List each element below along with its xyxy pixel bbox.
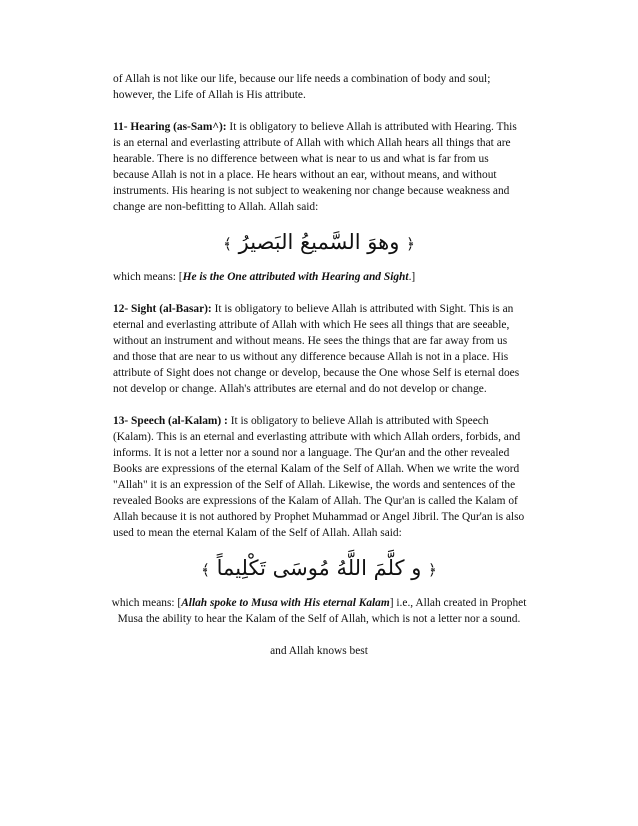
hearing-meaning-prefix: which means: [ [113,271,183,283]
sight-text: It is obligatory to believe Allah is attributed with Sight. This is an eternal and everlasting attribute of Allah with which He sees all things that are seeable, without an instrument and without means. He sees the things that are far away from us and those that are near to us without any difference because Allah is not in a place. His attribute of Sight does not change or develop, because the One whose Self is eternal does not develop or change. Allah's attributes are eternal and do not develop or change. [113,303,520,395]
verse-close-bracket: ﴾ [201,561,210,579]
intro-line-2: however, the Life of Allah is His attribute. [113,89,306,101]
hearing-paragraph [113,119,525,215]
intro-line-1: of Allah is not like our life, because our life needs a combination of body and soul; [113,73,491,85]
verse-open-bracket: ﴿ [428,561,437,579]
speech-verse [113,555,525,583]
intro-paragraph [113,71,525,103]
speech-verse-text: و كلَّمَ اللَّهُ مُوسَى تَكْلِيماً [216,556,422,580]
speech-meaning-suffix: ] i.e., Allah created in Prophet Musa the ability to hear the Kalam of the Self of Allah, which is not a letter nor a sound. [117,597,527,625]
speech-meaning-text: Allah spoke to Musa with His eternal Kalam [181,597,390,609]
hearing-meaning-text: He is the One attributed with Hearing and Sight [182,271,409,283]
hearing-verse [113,229,525,257]
speech-text: It is obligatory to believe Allah is attributed with Speech (Kalam). This is an eternal and everlasting attribute with which Allah orders, forbids, and informs. It is not a letter nor a sound nor a language. The Qur'an and the other revealed Books are expressions of the eternal Kalam of the Self of Allah. When we write the word "Allah" it is an expression of the Self of Allah. Likewise, the words and sentences of the revealed Books are expressions of the Kalam of Allah. The Qur'an is called the Kalam of Allah because it is not authored by Prophet Muhammad or Angel Jibril. The Qur'an is also used to mean the eternal Kalam of the Self of Allah. Allah said: [113,415,525,539]
hearing-meaning-suffix: .] [408,271,416,283]
speech-meaning [109,595,529,627]
verse-open-bracket: ﴿ [406,235,415,253]
closing-line: and Allah knows best [270,645,368,657]
hearing-meaning [113,269,525,285]
hearing-heading: 11- Hearing (as-Sam^): [113,121,227,133]
hearing-text: It is obligatory to believe Allah is attributed with Hearing. This is an eternal and everlasting attribute of Allah with which Allah hears all things that are hearable. There is no difference between what is near to us and what is far from us because Allah is not in a place. He hears without an ear, without means, and without instruments. His hearing is not subject to weakening nor change because weakness and change are non-befitting to Allah. Allah said: [113,121,517,213]
verse-close-bracket: ﴾ [223,235,232,253]
hearing-verse-text: وهوَ السَّميعُ البَصيرُ [238,230,400,254]
document-page [113,71,525,659]
sight-paragraph [113,301,525,397]
speech-meaning-prefix: which means: [ [111,597,182,609]
sight-heading: 12- Sight (al-Basar): [113,303,212,315]
speech-paragraph [113,413,525,541]
speech-heading: 13- Speech (al-Kalam) : [113,415,228,427]
